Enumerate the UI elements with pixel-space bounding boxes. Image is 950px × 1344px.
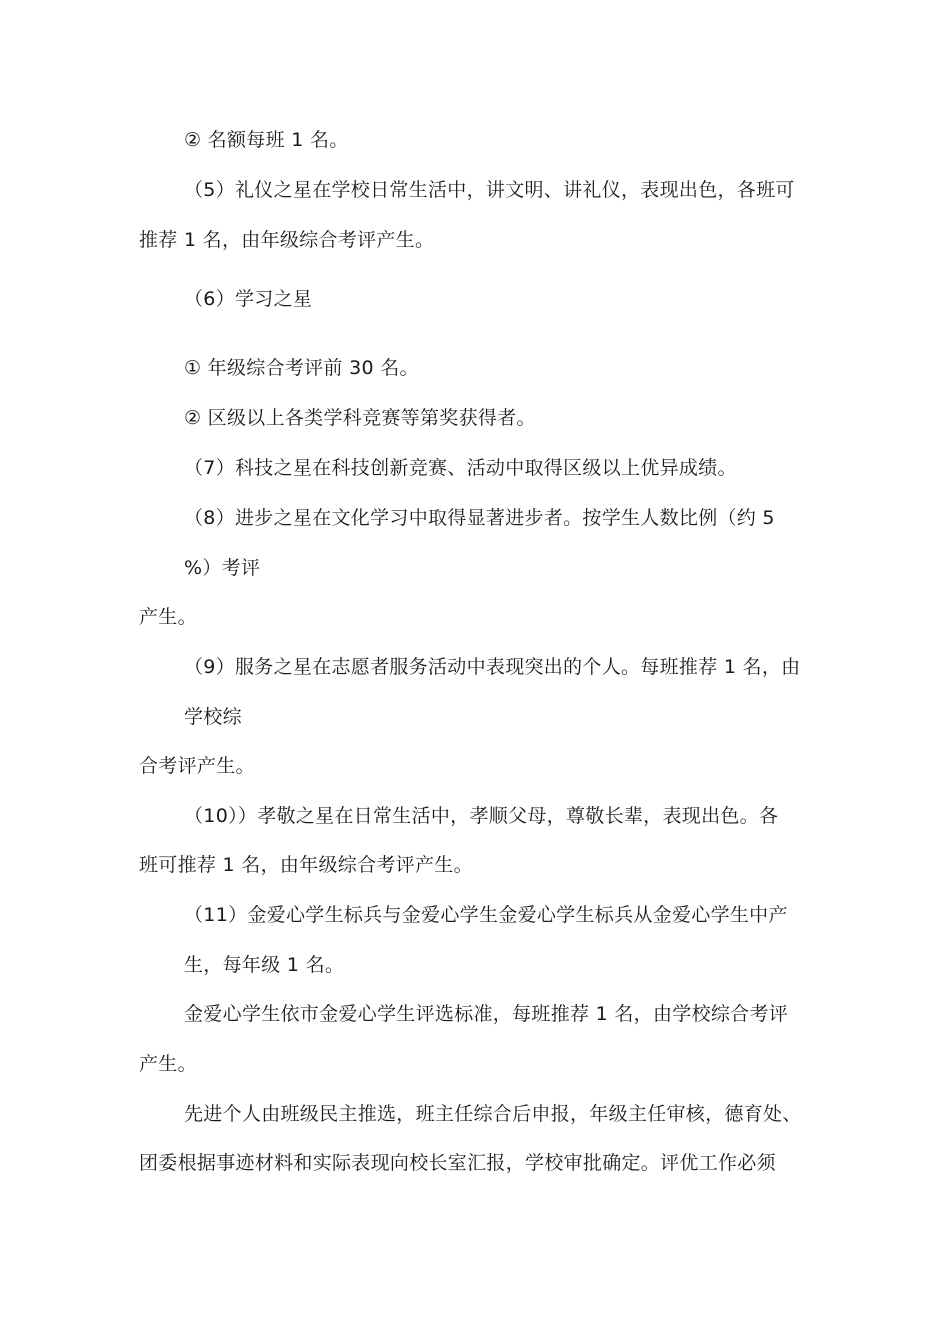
text-line: 推荐 1 名，由年级综合考评产生。 (139, 229, 435, 251)
text-line: 团委根据事迹材料和实际表现向校长室汇报，学校审批确定。评优工作必须 (139, 1152, 776, 1174)
text-line: （7）科技之星在科技创新竞赛、活动中取得区级以上优异成绩。 (184, 457, 737, 479)
text-line: ② 名额每班 1 名。 (184, 129, 349, 151)
text-line: （10））孝敬之星在日常生活中，孝顺父母，尊敬长辈，表现出色。各 (184, 805, 779, 827)
text-line: （11）金爱心学生标兵与金爱心学生金爱心学生标兵从金爱心学生中产 (184, 904, 788, 926)
text-line: （6）学习之星 (184, 288, 313, 310)
text-line: ② 区级以上各类学科竞赛等第奖获得者。 (184, 407, 536, 429)
text-line: 学校综 (184, 706, 242, 728)
text-line: （9）服务之星在志愿者服务活动中表现突出的个人。每班推荐 1 名，由 (184, 656, 801, 678)
text-line: %）考评 (184, 557, 261, 579)
text-line: 班可推荐 1 名，由年级综合考评产生。 (139, 854, 473, 876)
text-line: 合考评产生。 (139, 755, 255, 777)
text-line: 产生。 (139, 606, 197, 628)
text-line: （5）礼仪之星在学校日常生活中，讲文明、讲礼仪，表现出色，各班可 (184, 179, 795, 201)
text-line: （8）进步之星在文化学习中取得显著进步者。按学生人数比例（约 5 (184, 507, 775, 529)
text-line: 金爱心学生依市金爱心学生评选标准，每班推荐 1 名，由学校综合考评 (184, 1003, 789, 1025)
text-line: 先进个人由班级民主推选，班主任综合后申报，年级主任审核，德育处、 (184, 1103, 802, 1125)
text-line: 生，每年级 1 名。 (184, 954, 345, 976)
text-line: 产生。 (139, 1053, 197, 1075)
text-line: ① 年级综合考评前 30 名。 (184, 357, 419, 379)
